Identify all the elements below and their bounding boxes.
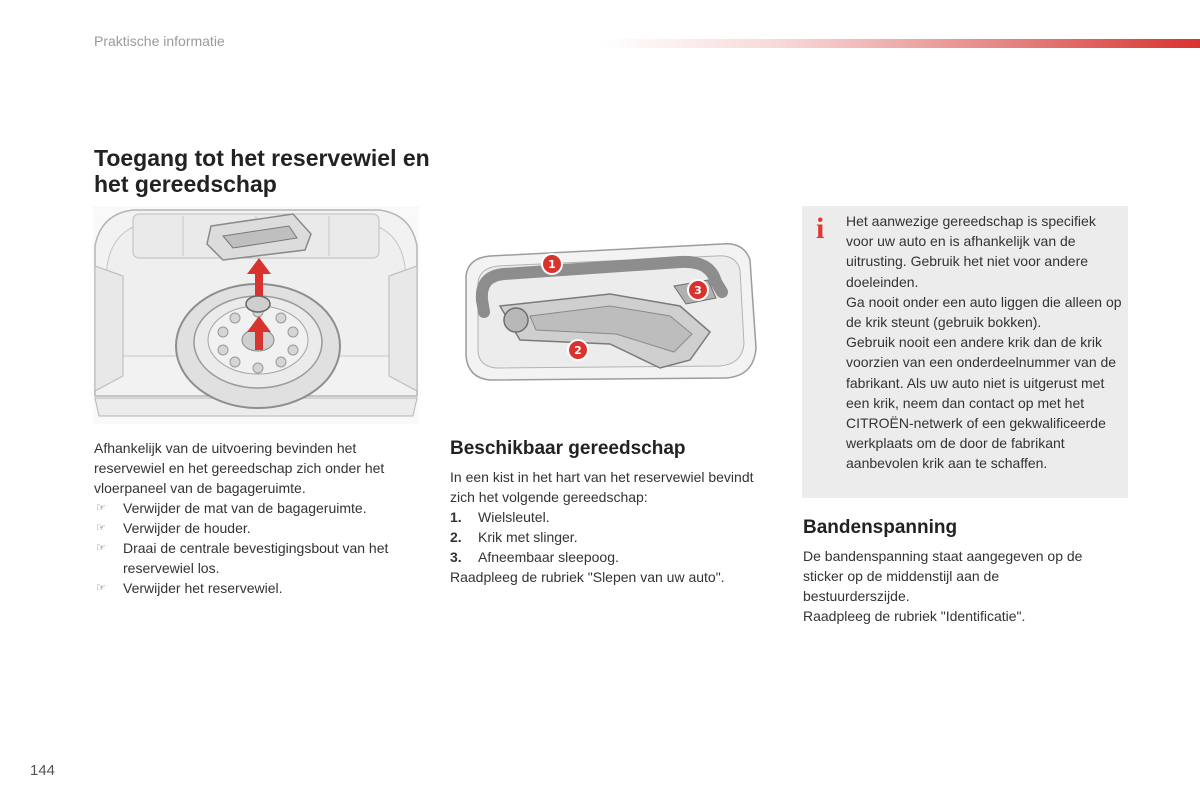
step-item — [94, 498, 424, 518]
list-item: 1. Wielsleutel. — [450, 509, 550, 525]
info-text — [846, 211, 1126, 474]
tools-reference: Raadpleeg de rubriek "Slepen van uw auto". — [450, 569, 725, 585]
info-box — [802, 206, 1128, 498]
list-item: 2. Krik met slinger. — [450, 529, 578, 545]
step-item — [94, 578, 424, 598]
callout-2: 2 — [574, 344, 582, 357]
list-item: 3. Afneembaar sleepoog. — [450, 549, 619, 565]
page-title: Toegang tot het reservewiel en het gereedschap — [94, 145, 430, 197]
step-text: Verwijder de houder. — [123, 520, 251, 536]
info-paragraph: Gebruik nooit een andere krik dan de krik voorzien van een onderdeelnummer van de fabrikant. Als uw auto niet is uitgerust met een krik, neem dan contact op met het CITROËN-netwerk of een gekwalificeerde werkplaats om de door de fabrikant aanbevolen krik aan te schaffen. — [846, 334, 1117, 472]
hand-pointer-icon: ☞ — [96, 542, 106, 554]
hand-pointer-icon: ☞ — [96, 522, 106, 534]
tyre-pressure-reference: Raadpleeg de rubriek "Identificatie". — [803, 608, 1026, 624]
step-item — [94, 538, 424, 578]
tools-list-section — [450, 467, 770, 587]
hand-pointer-icon: ☞ — [96, 582, 106, 594]
step-text: Verwijder de mat van de bagageruimte. — [123, 500, 367, 516]
info-paragraph: Het aanwezige gereedschap is specifiek voor uw auto en is afhankelijk van de uitrusting. Gebruik het niet voor andere doeleinden. — [846, 213, 1096, 290]
step-text: Verwijder het reservewiel. — [123, 580, 283, 596]
info-icon: i — [816, 212, 825, 245]
header-accent-bar — [600, 39, 1200, 48]
column1-intro: Afhankelijk van de uitvoering bevinden het reservewiel en het gereedschap zich onder het vloerpaneel van de bagageruimte. — [94, 440, 385, 496]
tools-illustration — [460, 236, 758, 388]
step-text: Draai de centrale bevestigingsbout van het reservewiel los. — [123, 540, 389, 576]
spare-wheel-instructions — [94, 438, 424, 598]
step-item — [94, 518, 424, 538]
spare-wheel-illustration — [93, 206, 419, 424]
tyre-pressure-section — [803, 546, 1103, 626]
section-label: Praktische informatie — [94, 33, 225, 49]
hand-pointer-icon: ☞ — [96, 502, 106, 514]
info-paragraph: Ga nooit onder een auto liggen die alleen op de krik steunt (gebruik bokken). — [846, 293, 1122, 331]
tyre-pressure-heading: Bandenspanning — [803, 517, 958, 538]
tyre-pressure-text: De bandenspanning staat aangegeven op de sticker op de middenstijl aan de bestuurderszijde. — [803, 548, 1083, 604]
tools-heading: Beschikbaar gereedschap — [450, 438, 686, 459]
page-number: 144 — [30, 762, 56, 779]
callout-3: 3 — [694, 284, 702, 297]
callout-1: 1 — [548, 258, 556, 271]
tools-intro: In een kist in het hart van het reservewiel bevindt zich het volgende gereedschap: — [450, 469, 754, 505]
